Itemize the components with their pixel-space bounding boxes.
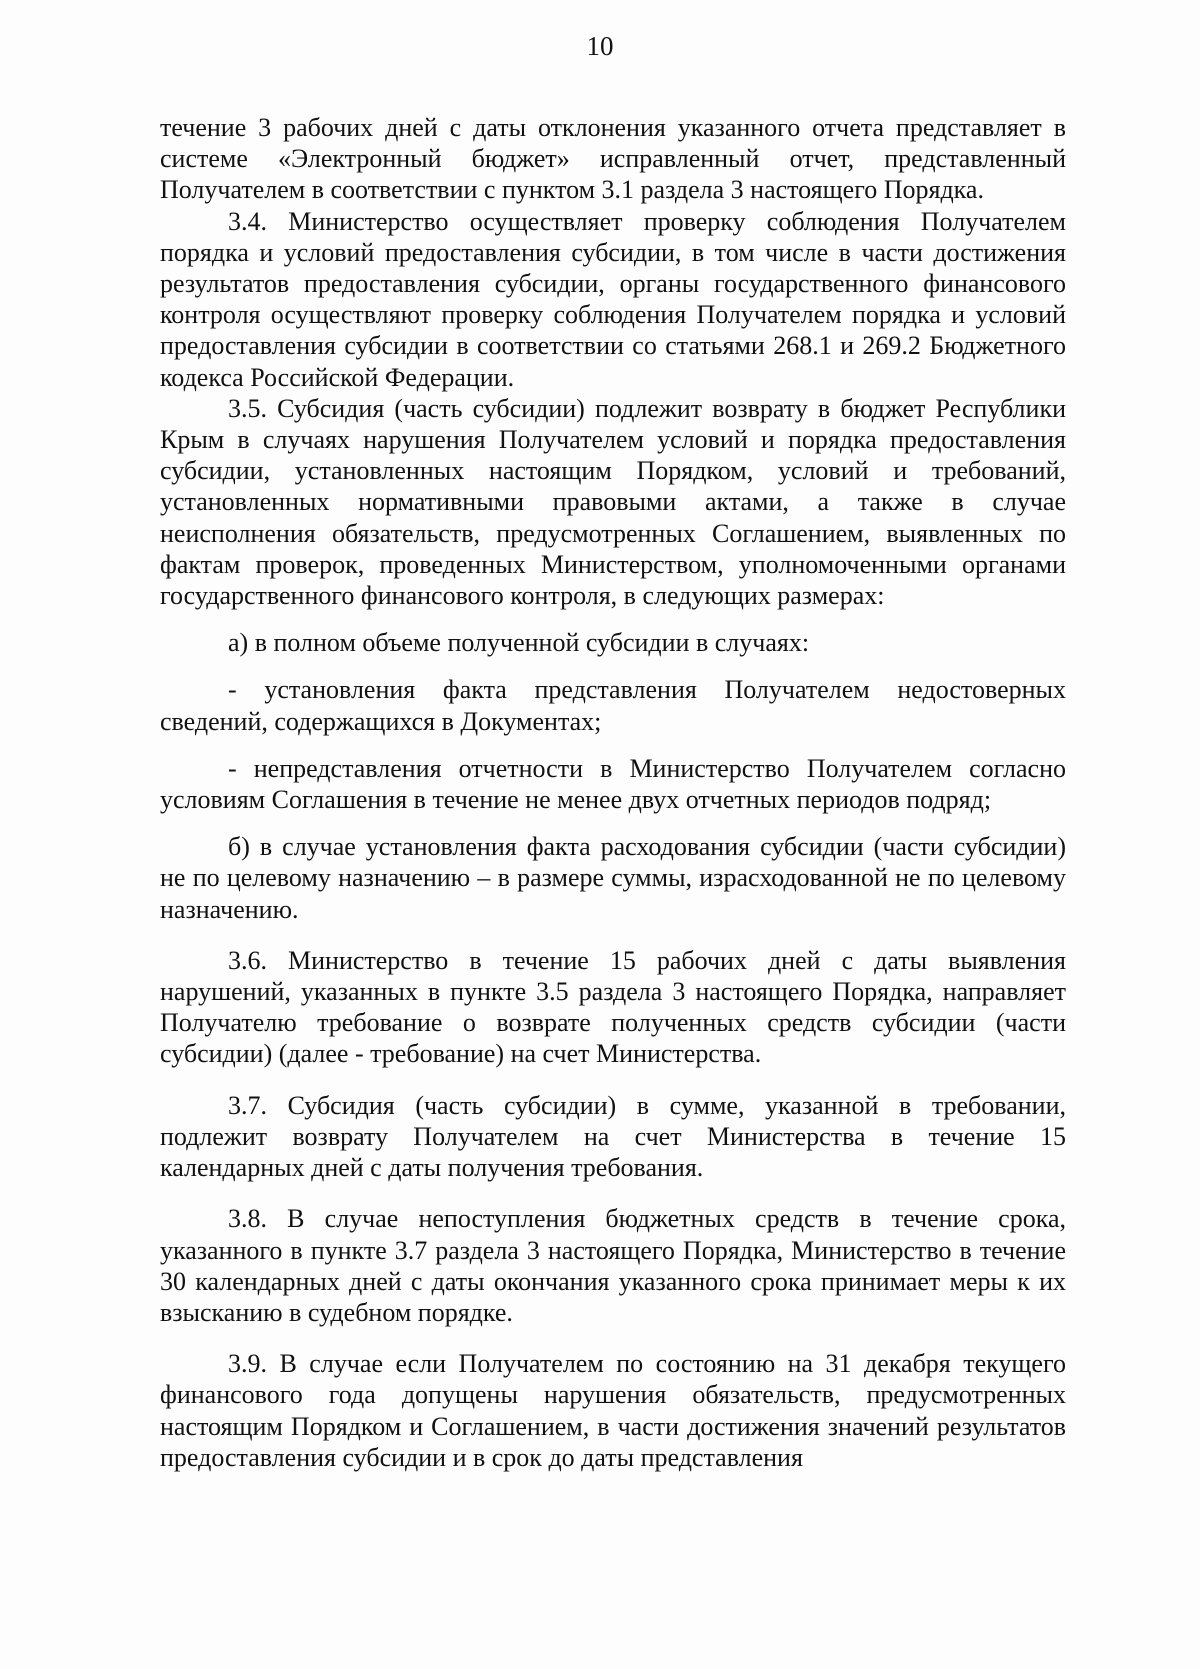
paragraph-3-7: 3.7. Субсидия (часть субсидии) в сумме, указанной в требовании, подлежит возврату Получателем на счет Министерства в течение 15 календарных дней с даты получения требования.	[160, 1090, 1066, 1183]
paragraph-dash-2: - непредставления отчетности в Министерство Получателем согласно условиям Соглашения в течение не менее двух отчетных периодов подряд;	[160, 753, 1066, 815]
paragraph-3-5: 3.5. Субсидия (часть субсидии) подлежит возврату в бюджет Республики Крым в случаях нарушения Получателем условий и порядка предоставления субсидии, установленных настоящим Порядком, условий и требований, установленных нормативными правовыми актами, а также в случае неисполнения обязательств, предусмотренных Соглашением, выявленных по фактам проверок, проведенных Министерством, уполномоченными органами государственного финансового контроля, в следующих размерах:	[160, 393, 1066, 611]
page-number: 10	[586, 31, 614, 61]
paragraph-3-8: 3.8. В случае непоступления бюджетных средств в течение срока, указанного в пункте 3.7 раздела 3 настоящего Порядка, Министерство в течение 30 календарных дней с даты окончания указанного срока принимает меры к их взысканию в судебном порядке.	[160, 1204, 1066, 1327]
paragraph-3-4: 3.4. Министерство осуществляет проверку соблюдения Получателем порядка и условий предоставления субсидии, в том числе в части достижения результатов предоставления субсидии, органы государственного финансового контроля осуществляют проверку соблюдения Получателем порядка и условий предоставления субсидии в соответствии со статьями 268.1 и 269.2 Бюджетного кодекса Российской Федерации.	[160, 206, 1066, 392]
paragraph-continuation: течение 3 рабочих дней с даты отклонения указанного отчета представляет в системе «Электронный бюджет» исправленный отчет, представленный Получателем в соответствии с пунктом 3.1 раздела 3 настоящего Порядка.	[160, 113, 1066, 205]
document-body	[160, 112, 1066, 1473]
paragraph-subitem-b: б) в случае установления факта расходования субсидии (части субсидии) не по целевому назначению – в размере суммы, израсходованной не по целевому назначению.	[160, 832, 1066, 924]
paragraph-subitem-a: а) в полном объеме полученной субсидии в случаях:	[228, 628, 810, 658]
paragraph-3-9: 3.9. В случае если Получателем по состоянию на 31 декабря текущего финансового года допущены нарушения обязательств, предусмотренных настоящим Порядком и Соглашением, в части достижения значений результатов предоставления субсидии и в срок до даты представления	[160, 1349, 1066, 1472]
paragraph-dash-1: - установления факта представления Получателем недостоверных сведений, содержащихся в Документах;	[160, 675, 1066, 736]
paragraph-3-6: 3.6. Министерство в течение 15 рабочих дней с даты выявления нарушений, указанных в пункте 3.5 раздела 3 настоящего Порядка, направляет Получателю требование о возврате полученных средств субсидии (части субсидии) (далее - требование) на счет Министерства.	[160, 945, 1066, 1069]
